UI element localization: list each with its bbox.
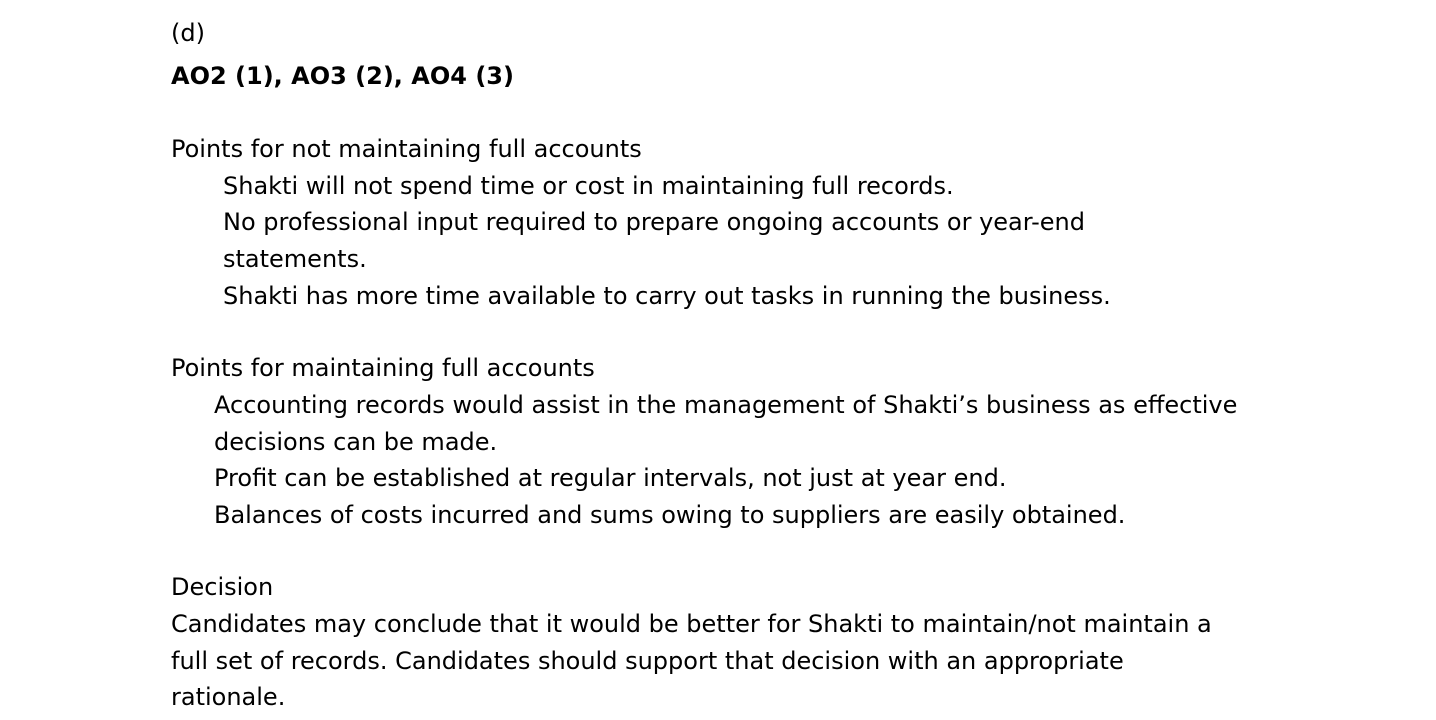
assessment-objectives: AO2 (1), AO3 (2), AO4 (3) xyxy=(171,62,514,90)
maintaining-point: Accounting records would assist in the management of Shakti’s business as effective xyxy=(214,391,1238,419)
decision-heading: Decision xyxy=(171,573,274,601)
not-maintaining-heading: Points for not maintaining full accounts xyxy=(171,135,642,163)
not-maintaining-point: No professional input required to prepare ongoing accounts or year-end xyxy=(223,208,1085,236)
not-maintaining-point-continued: statements. xyxy=(223,245,367,273)
decision-text: Candidates may conclude that it would be better for Shakti to maintain/not maintain a xyxy=(171,610,1212,638)
maintaining-point-continued: decisions can be made. xyxy=(214,428,498,456)
not-maintaining-point: Shakti will not spend time or cost in maintaining full records. xyxy=(223,172,954,200)
not-maintaining-point: Shakti has more time available to carry out tasks in running the business. xyxy=(223,282,1111,310)
maintaining-heading: Points for maintaining full accounts xyxy=(171,354,595,382)
maintaining-point: Balances of costs incurred and sums owing to suppliers are easily obtained. xyxy=(214,501,1126,529)
maintaining-point: Profit can be established at regular intervals, not just at year end. xyxy=(214,464,1007,492)
decision-text: rationale. xyxy=(171,683,286,711)
part-label: (d) xyxy=(171,19,205,47)
decision-text: full set of records. Candidates should support that decision with an appropriate xyxy=(171,647,1124,675)
